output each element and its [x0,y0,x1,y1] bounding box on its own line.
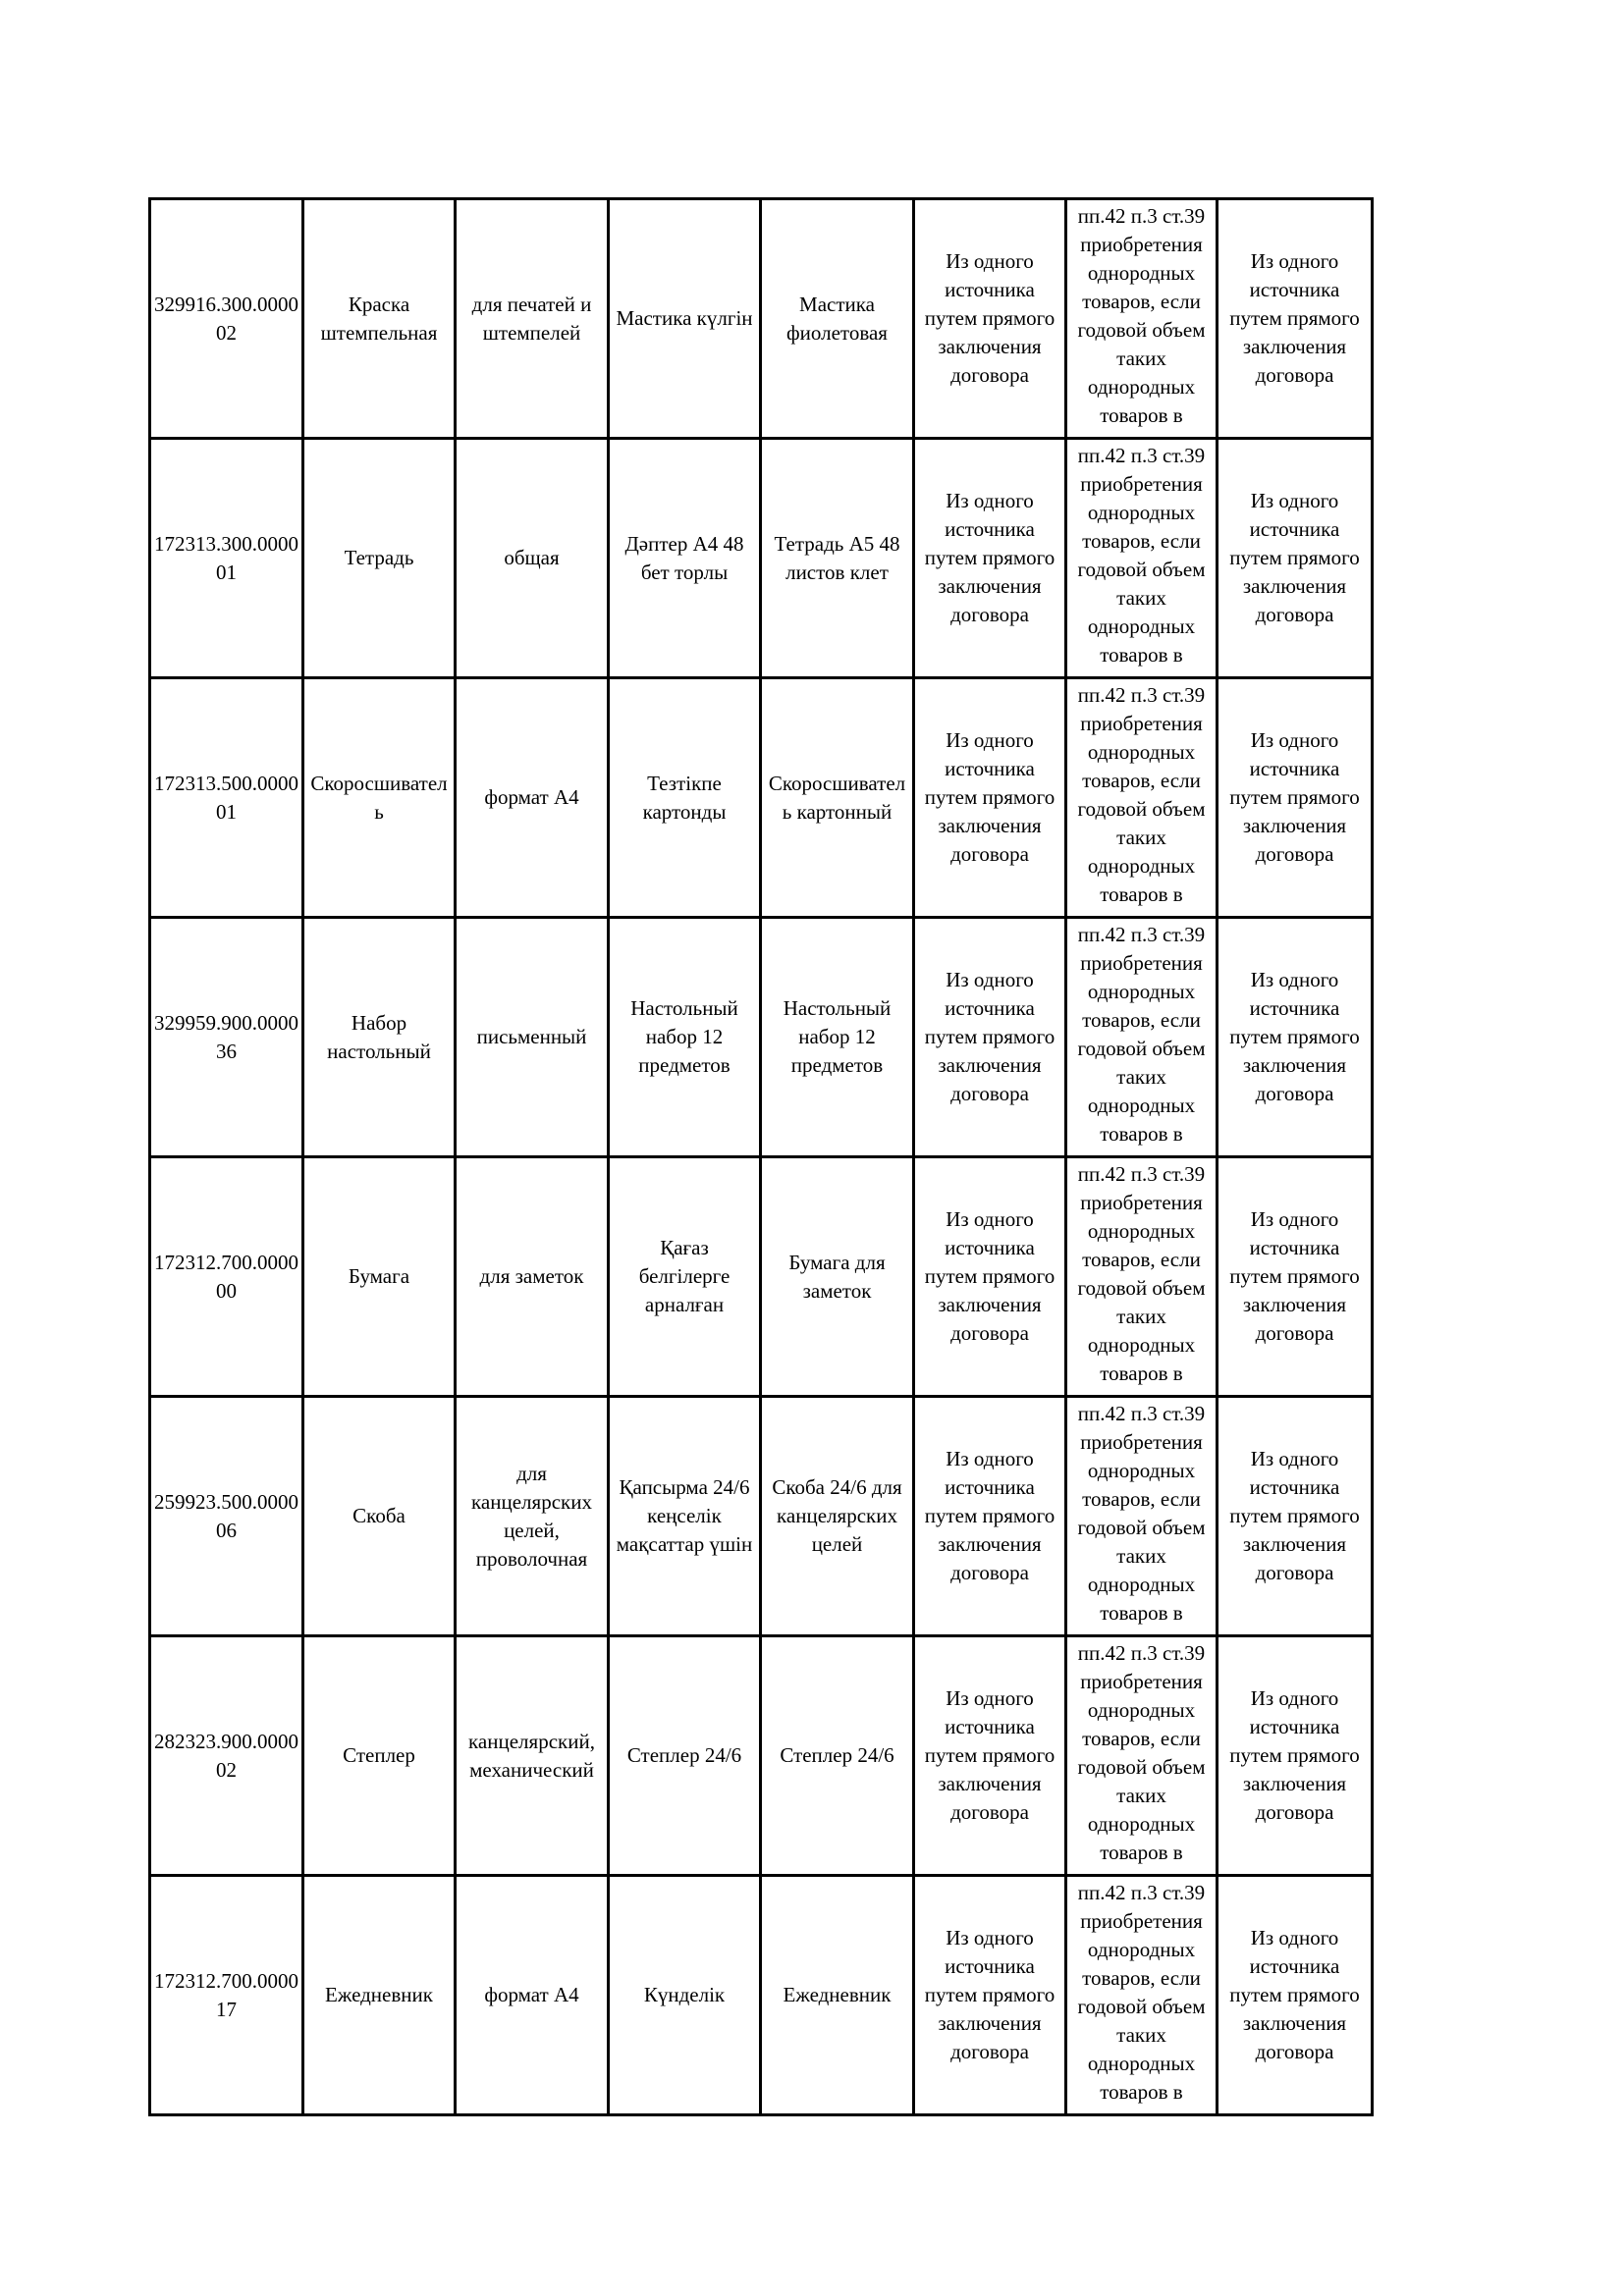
cell-characteristic-text: формат А4 [484,1983,579,2006]
cell-characteristic-text: канцелярский, механический [468,1729,595,1782]
cell-procurement-basis-text: пп.42 п.3 ст.39 приобретения однородных товаров, если годовой объем таких однородных товаров в [1077,443,1206,667]
cell-procurement-basis-text: пп.42 п.3 ст.39 приобретения однородных товаров, если годовой объем таких однородных товаров в [1077,1880,1206,2104]
cell-description-ru [761,439,914,678]
cell-code [150,1876,303,2115]
cell-procurement-method [914,1636,1066,1876]
cell-description-kz [609,1636,761,1876]
cell-name [303,678,456,918]
cell-description-ru [761,1876,914,2115]
cell-procurement-method-2 [1218,1157,1373,1397]
cell-name [303,918,456,1157]
cell-name [303,1636,456,1876]
cell-description-kz [609,678,761,918]
table-row [150,918,1373,1157]
cell-characteristic [456,439,609,678]
cell-description-kz [609,1157,761,1397]
cell-procurement-method-2 [1218,1876,1373,2115]
cell-procurement-method [914,678,1066,918]
cell-code-text: 329916.300.000002 [154,292,298,345]
cell-characteristic-text: для канцелярских целей, проволочная [471,1461,592,1571]
cell-description-ru [761,678,914,918]
cell-procurement-method-text: Из одного источника путем прямого заключения договора [924,1207,1056,1345]
cell-procurement-method-2-text: Из одного источника путем прямого заключения договора [1229,249,1360,387]
cell-name [303,439,456,678]
cell-procurement-basis-text: пп.42 п.3 ст.39 приобретения однородных товаров, если годовой объем таких однородных товаров в [1077,203,1206,427]
cell-procurement-method [914,1157,1066,1397]
cell-description-ru-text: Степлер 24/6 [780,1743,894,1767]
cell-procurement-basis [1066,1636,1218,1876]
cell-characteristic-text: для заметок [479,1264,584,1288]
cell-code [150,439,303,678]
cell-description-kz-text: Қағаз белгілерге арналған [638,1236,731,1316]
cell-description-ru-text: Бумага для заметок [788,1250,886,1303]
cell-procurement-method-text: Из одного источника путем прямого заключения договора [924,968,1056,1105]
cell-procurement-method-2 [1218,199,1373,439]
cell-procurement-basis-text: пп.42 п.3 ст.39 приобретения однородных товаров, если годовой объем таких однородных товаров в [1077,1401,1206,1625]
cell-description-kz [609,918,761,1157]
table-body [150,199,1373,2115]
cell-procurement-basis-text: пп.42 п.3 ст.39 приобретения однородных товаров, если годовой объем таких однородных товаров в [1077,922,1206,1146]
cell-description-kz-text: Тезтікпе картонды [642,771,727,824]
cell-procurement-method [914,439,1066,678]
cell-code [150,199,303,439]
cell-description-ru [761,1636,914,1876]
cell-characteristic [456,1636,609,1876]
cell-description-ru-text: Настольный набор 12 предметов [783,996,892,1077]
cell-procurement-basis [1066,1157,1218,1397]
cell-description-ru-text: Мастика фиолетовая [786,292,888,345]
cell-procurement-method-2-text: Из одного источника путем прямого заключения договора [1229,968,1360,1105]
cell-code-text: 259923.500.000006 [154,1489,298,1542]
cell-description-ru [761,1157,914,1397]
cell-characteristic-text: для печатей и штемпелей [471,292,592,345]
cell-name-text: Ежедневник [325,1983,433,2006]
cell-name [303,1397,456,1636]
cell-procurement-method [914,918,1066,1157]
cell-name-text: Степлер [343,1743,415,1767]
table-row [150,1876,1373,2115]
cell-procurement-method [914,1876,1066,2115]
cell-code-text: 282323.900.000002 [154,1729,298,1782]
cell-procurement-method-2 [1218,678,1373,918]
cell-procurement-basis [1066,439,1218,678]
cell-description-kz-text: Қапсырма 24/6 кеңселік мақсаттар үшін [616,1475,753,1556]
cell-code [150,1636,303,1876]
cell-code-text: 172312.700.000000 [154,1250,298,1303]
cell-code [150,918,303,1157]
cell-procurement-method-2-text: Из одного источника путем прямого заключения договора [1229,1926,1360,2063]
cell-description-ru-text: Тетрадь А5 48 листов клет [774,531,900,584]
cell-characteristic [456,1876,609,2115]
cell-procurement-method-2 [1218,439,1373,678]
cell-name-text: Краска штемпельная [320,292,438,345]
cell-description-kz-text: Дәптер А4 48 бет торлы [624,531,744,584]
table-row [150,1157,1373,1397]
cell-procurement-method [914,199,1066,439]
cell-description-kz-text: Степлер 24/6 [626,1743,742,1767]
cell-code-text: 329959.900.000036 [154,1010,298,1063]
cell-code [150,1157,303,1397]
cell-procurement-basis-text: пп.42 п.3 ст.39 приобретения однородных товаров, если годовой объем таких однородных товаров в [1077,682,1206,906]
cell-description-kz-text: Мастика күлгін [616,306,753,330]
cell-description-kz [609,439,761,678]
cell-procurement-method-text: Из одного источника путем прямого заключения договора [924,249,1056,387]
cell-description-kz [609,199,761,439]
cell-procurement-basis [1066,678,1218,918]
cell-procurement-method-text: Из одного источника путем прямого заключения договора [924,1447,1056,1584]
cell-characteristic-text: формат А4 [484,785,579,809]
cell-characteristic [456,1157,609,1397]
cell-procurement-method-2-text: Из одного источника путем прямого заключения договора [1229,489,1360,626]
cell-code-text: 172313.500.000001 [154,771,298,824]
cell-description-ru-text: Скоба 24/6 для канцелярских целей [772,1475,902,1556]
cell-procurement-basis [1066,918,1218,1157]
cell-name-text: Набор настольный [327,1010,431,1063]
table-row [150,1636,1373,1876]
cell-procurement-method-2-text: Из одного источника путем прямого заключения договора [1229,1207,1360,1345]
cell-name-text: Скоросшиватель [310,771,448,824]
cell-procurement-method-2 [1218,918,1373,1157]
cell-name-text: Бумага [348,1264,410,1288]
cell-characteristic [456,918,609,1157]
cell-name [303,1876,456,2115]
cell-name [303,199,456,439]
table-row [150,1397,1373,1636]
cell-description-ru [761,199,914,439]
cell-characteristic [456,1397,609,1636]
cell-name-text: Скоба [352,1504,406,1527]
cell-code-text: 172313.300.000001 [154,531,298,584]
cell-description-kz-text: Күнделік [643,1983,726,2006]
cell-characteristic [456,199,609,439]
cell-procurement-method-2-text: Из одного источника путем прямого заключения договора [1229,1686,1360,1824]
table-row [150,439,1373,678]
cell-procurement-method-2 [1218,1636,1373,1876]
cell-procurement-method-text: Из одного источника путем прямого заключения договора [924,1926,1056,2063]
cell-procurement-method-2-text: Из одного источника путем прямого заключения договора [1229,728,1360,866]
cell-code [150,1397,303,1636]
cell-procurement-basis [1066,1876,1218,2115]
cell-name-text: Тетрадь [344,546,414,569]
cell-description-kz [609,1397,761,1636]
table-row [150,199,1373,439]
cell-description-ru-text: Скоросшиватель картонный [768,771,906,824]
cell-name [303,1157,456,1397]
cell-characteristic-text: письменный [476,1025,587,1048]
cell-procurement-method-text: Из одного источника путем прямого заключения договора [924,489,1056,626]
cell-description-kz [609,1876,761,2115]
cell-code-text: 172312.700.000017 [154,1968,298,2021]
cell-procurement-method-text: Из одного источника путем прямого заключения договора [924,1686,1056,1824]
cell-procurement-basis-text: пп.42 п.3 ст.39 приобретения однородных товаров, если годовой объем таких однородных товаров в [1077,1161,1206,1385]
cell-characteristic-text: общая [504,546,560,569]
cell-procurement-basis [1066,1397,1218,1636]
cell-procurement-basis [1066,199,1218,439]
cell-procurement-method-text: Из одного источника путем прямого заключения договора [924,728,1056,866]
cell-description-ru [761,918,914,1157]
cell-description-ru-text: Ежедневник [783,1983,892,2006]
cell-procurement-method [914,1397,1066,1636]
cell-description-kz-text: Настольный набор 12 предметов [630,996,738,1077]
cell-code [150,678,303,918]
cell-procurement-basis-text: пп.42 п.3 ст.39 приобретения однородных товаров, если годовой объем таких однородных товаров в [1077,1640,1206,1864]
cell-characteristic [456,678,609,918]
cell-description-ru [761,1397,914,1636]
table-row [150,678,1373,918]
cell-procurement-method-2 [1218,1397,1373,1636]
procurement-table [148,197,1374,2116]
cell-procurement-method-2-text: Из одного источника путем прямого заключения договора [1229,1447,1360,1584]
